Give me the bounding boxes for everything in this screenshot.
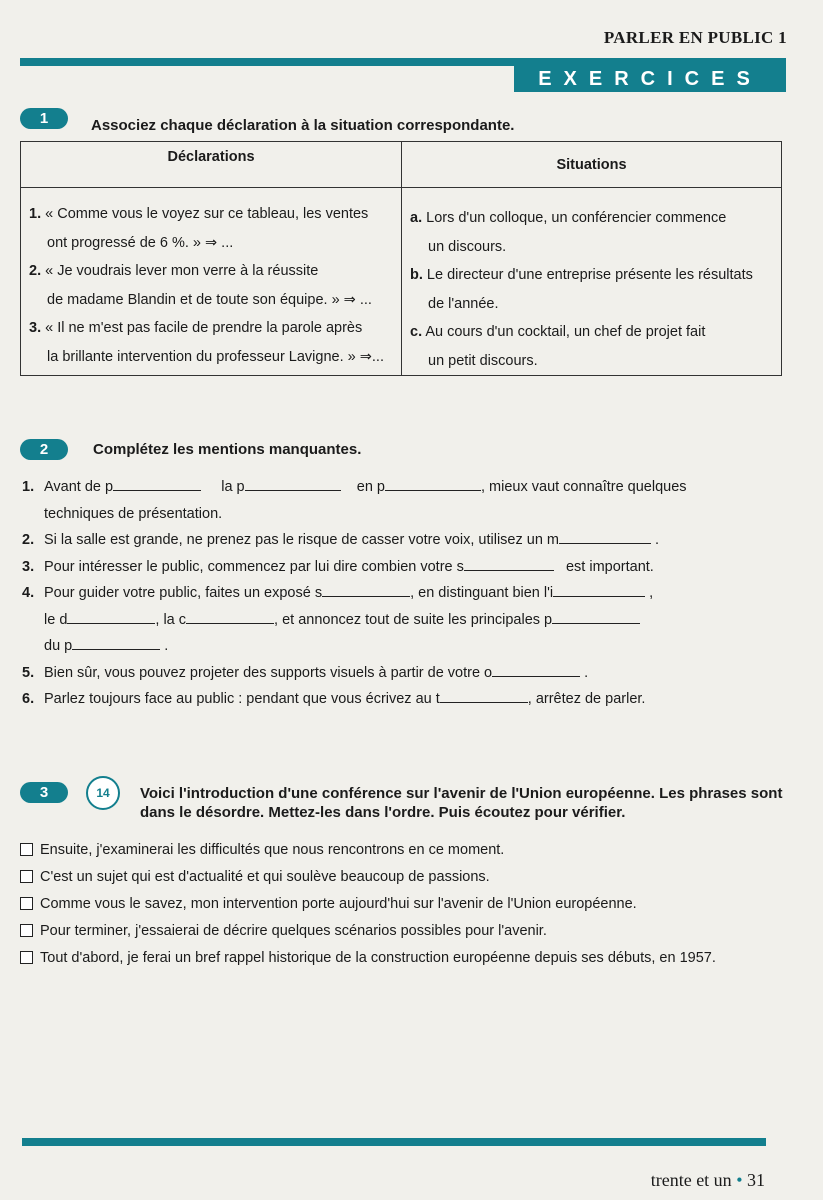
blank-field[interactable]	[559, 529, 651, 544]
ordering-list	[20, 836, 716, 971]
section-banner: EXERCICES	[514, 66, 786, 92]
checkbox[interactable]	[20, 897, 33, 910]
checkbox[interactable]	[20, 951, 33, 964]
blank-field[interactable]	[552, 609, 640, 624]
exercise-1-badge: 1	[20, 108, 68, 129]
bottom-rule	[22, 1138, 766, 1146]
page-footer	[651, 1170, 765, 1191]
blank-field[interactable]	[322, 582, 410, 597]
blank-field[interactable]	[492, 662, 580, 677]
fill-item-3: 3. Pour intéresser le public, commencez par lui dire combien votre s est important.	[20, 554, 780, 581]
exercise-2-instruction: Complétez les mentions manquantes.	[93, 441, 362, 458]
blank-field[interactable]	[186, 609, 274, 624]
ordering-item: Tout d'abord, je ferai un bref rappel historique de la construction européenne depuis ses débuts, en 1957.	[20, 944, 716, 971]
blank-field[interactable]	[72, 635, 160, 650]
ordering-item: Ensuite, j'examinerai les difficultés que nous rencontrons en ce moment.	[20, 836, 716, 863]
blank-field[interactable]	[113, 476, 201, 491]
blank-field[interactable]	[385, 476, 481, 491]
blank-field[interactable]	[67, 609, 155, 624]
fill-item-5: 5. Bien sûr, vous pouvez projeter des supports visuels à partir de votre o .	[20, 660, 780, 687]
declaration-2: 2. « Je voudrais lever mon verre à la réussite de madame Blandin et de toute son équipe. » ⇒ ...	[29, 263, 372, 308]
footer-bullet: •	[736, 1170, 743, 1190]
fill-item-6: 6. Parlez toujours face au public : pendant que vous écrivez au t , arrêtez de parler.	[20, 686, 780, 713]
blank-field[interactable]	[553, 582, 645, 597]
fill-item-4: 4. Pour guider votre public, faites un exposé s , en distinguant bien l'i , le d , la c , et annoncez tout de suite les principales p du p .	[20, 580, 780, 660]
blank-field[interactable]	[440, 688, 528, 703]
exercise-3-instruction: Voici l'introduction d'une conférence sur l'avenir de l'Union européenne. Les phrases sont dans le désordre. Mettez-les dans l'ordre. Puis écoutez pour vérifier.	[140, 785, 783, 821]
ordering-item: Pour terminer, j'essaierai de décrire quelques scénarios possibles pour l'avenir.	[20, 917, 716, 944]
declarations-header: Déclarations	[21, 142, 402, 188]
exercise-1-instruction: Associez chaque déclaration à la situation correspondante.	[91, 117, 515, 134]
matching-table	[20, 141, 782, 376]
exercise-3-badge: 3	[20, 782, 68, 803]
blank-field[interactable]	[464, 556, 554, 571]
ordering-item: Comme vous le savez, mon intervention porte aujourd'hui sur l'avenir de l'Union européenne.	[20, 890, 716, 917]
situations-cell	[402, 188, 782, 376]
situation-a: a. Lors d'un colloque, un conférencier commence un discours.	[410, 210, 727, 255]
fill-item-1: 1. Avant de p la p en p , mieux vaut connaître quelques techniques de présentation.	[20, 474, 780, 527]
declaration-1: 1. « Comme vous le voyez sur ce tableau, les ventes ont progressé de 6 %. » ⇒ ...	[29, 206, 369, 251]
ordering-item: C'est un sujet qui est d'actualité et qui soulève beaucoup de passions.	[20, 863, 716, 890]
exercise-2-badge: 2	[20, 439, 68, 460]
declaration-3: 3. « Il ne m'est pas facile de prendre la parole après la brillante intervention du professeur Lavigne. » ⇒...	[29, 320, 384, 365]
situation-c: c. Au cours d'un cocktail, un chef de projet fait un petit discours.	[410, 324, 706, 369]
chapter-title: PARLER EN PUBLIC 1	[603, 28, 787, 47]
checkbox[interactable]	[20, 870, 33, 883]
audio-track-number: 14	[96, 786, 110, 800]
fill-in-list	[20, 474, 780, 713]
fill-item-2: 2. Si la salle est grande, ne prenez pas le risque de casser votre voix, utilisez un m .	[20, 527, 780, 554]
blank-field[interactable]	[245, 476, 341, 491]
checkbox[interactable]	[20, 924, 33, 937]
top-rule	[20, 58, 786, 66]
page-number: 31	[747, 1170, 765, 1190]
checkbox[interactable]	[20, 843, 33, 856]
headphones-audio-icon[interactable]	[86, 776, 120, 810]
situations-header: Situations	[402, 142, 782, 188]
declarations-cell	[21, 188, 402, 376]
page-number-words: trente et un	[650, 1170, 732, 1190]
situation-b: b. Le directeur d'une entreprise présente les résultats de l'année.	[410, 267, 753, 312]
